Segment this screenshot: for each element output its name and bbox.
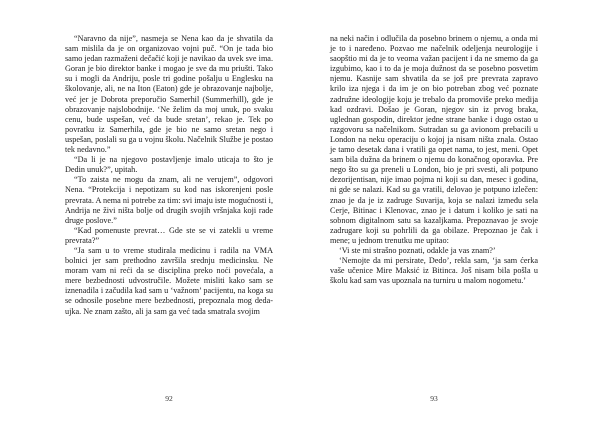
left-page xyxy=(65,34,273,317)
right-page xyxy=(330,34,538,286)
paragraph: “Ja sam u to vreme studirala medicinu i radila na VMA bolnici jer sam prethodno završila srednju medicinsku. Ne moram vam ni reći da se disciplina preko noći povećala, a mere bezbednosti udvostručile. Možete misliti kako sam se iznenadila i začudila kad sam u ‘važnom’ pacijentu, na koga su se odnosile posebne mere bezbednosti, prepoznala mog deda-ujka. Ne znam zašto, ali ja sam ga već tada smatrala svojim xyxy=(65,245,273,316)
paragraph: “Da li je na njegovo postavljenje imalo uticaja to što je Dedin unuk?”, upitah. xyxy=(65,155,273,175)
paragraph: “To zaista ne mogu da znam, ali ne verujem”, odgovori Nena. “Protekcija i nepotizam su kod nas iskorenjeni posle prevrata. A nema ni potrebe za tim: svi imaju iste mogućnosti i, Andrija ne živi ništa bolje od drugih svojih vršnjaka koji rade druge poslove.” xyxy=(65,175,273,225)
page-number-left: 92 xyxy=(165,394,173,403)
paragraph: ‘Vi ste mi strašno poznati, odakle ja vas znam?’ xyxy=(339,245,496,255)
paragraph: “Kad pomenuste prevrat… Gde ste se vi zatekli u vreme prevrata?” xyxy=(65,225,273,245)
page-number-right: 93 xyxy=(430,394,438,403)
paragraph: na neki način i odlučila da posebno brinem o njemu, a onda mi je to i naređeno. Pozvao me načelnik odeljenja neurologije i saopštio mi da je to veoma važan pacijent i da ne smemo da ga izgubimo, kao i to da je moja dužnost da se posebno posvetim njemu. Kasnije sam shvatila da se još pre prevrata zapravo krilo iza njega i da im je on bio potreban zbog već poznate zadružne ideologije koju je trebalo da promoviše preko medija kad ozdravi. Došao je Goran, njegov sin iz prvog braka, uglednan gospodin, direktor jedne strane banke i dugo ostao u razgovoru sa načelnikom. Sutradan su ga avionom prebacili u London na neku operaciju o kojoj ja nisam ništa znala. Ostao je tamo desetak dana i vratili ga opet nama, to jest, meni. Opet sam bila dužna da brinem o njemu do konačnog oporavka. Pre nego što su ga preneli u London, bio je pri svesti, ali potpuno dezorijentisan, nije imao pojma ni koji su dan, mesec i godina, ni gde se nalazi. Kad su ga vratili, delovao je potpuno izlečen: znao je da je iz zadruge Suvarija, koja se nalazi između sela Cerje, Bitinac i Klenovac, znao je i datum i koliko je sati na sobnom digitalnom satu sa kazaljkama. Prepoznavao je svoje zadrugare koji su pohrlili da ga obilaze. Prepoznao je čak i mene; u jednom trenutku me upitao: xyxy=(330,34,538,245)
paragraph: “Naravno da nije”, nasmeja se Nena kao da je shvatila da sam mislila da je on organizovao vojni puč. “On je tada bio samo jedan razmaženi dečačić koji je navikao da uvek sve ima. Goran je bio direktor banke i mogao je sve da mu priušti. Tako su i mogli da Andriju, posle tri godine pošalju u Englesku na školovanje, ali, ne na Iton (Eaton) gde je obrazovanje najbolje, već jer je Dobrota preporučio Samerhil (Summerhill), gde je obrazovanje najslobodnije. ‘Ne želim da moj unuk, po svaku cenu, bude uspešan, već da bude sretan’, rekao je. Tek po povratku iz Samerhila, gde je bio ne samo sretan nego i uspešan, poslali su ga u vojnu školu. Načelnik Službe je postao tek nedavno.” xyxy=(65,34,273,155)
paragraph: ‘Nemojte da mi persirate, Dedo’, rekla sam, ‘ja sam ćerka vaše učenice Mire Maksić iz Bitinca. Još nisam bila pošla u školu kad sam vas upoznala na turniru u malom nogometu.’ xyxy=(330,256,538,286)
